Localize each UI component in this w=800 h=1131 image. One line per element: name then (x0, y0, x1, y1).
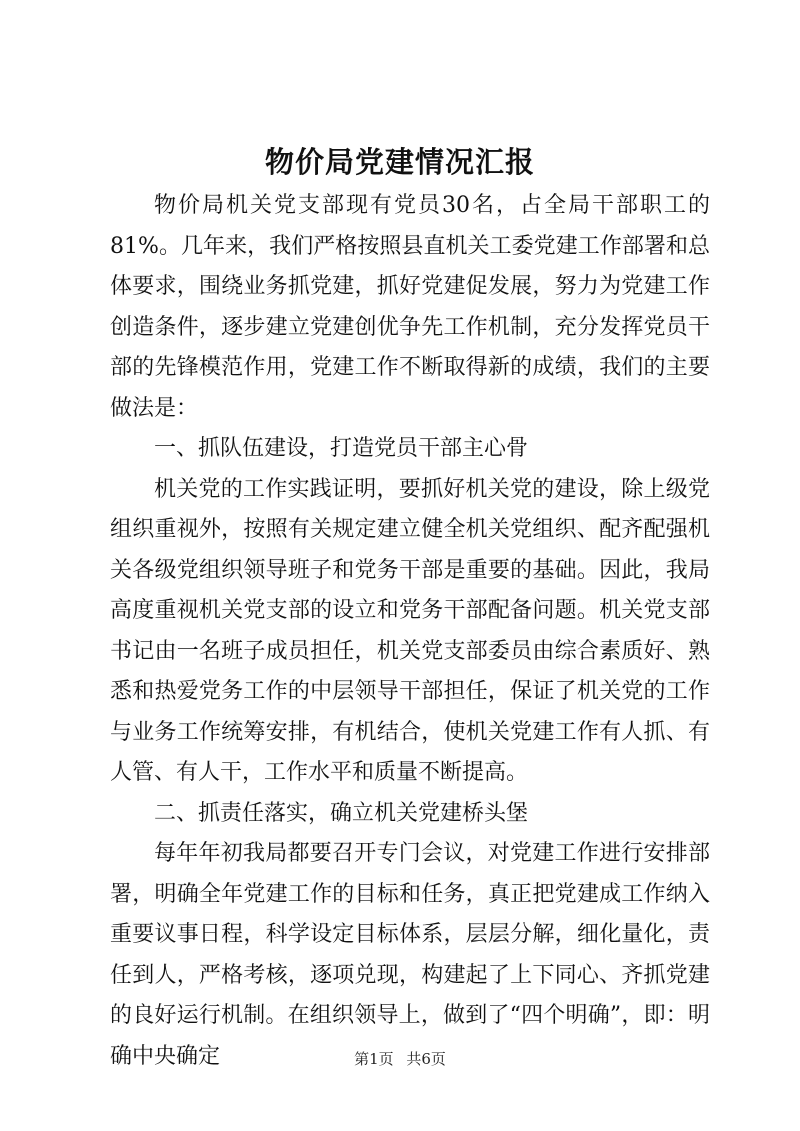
document-title: 物价局党建情况汇报 (264, 145, 535, 179)
intro-paragraph: 物价局机关党支部现有党员30名，占全局干部职工的81%。几年来，我们严格按照县直机关工委党建工作部署和总体要求，围绕业务抓党建，抓好党建促发展，努力为党建工作创造条件，逐步建立党建创优争先工作机制，充分发挥党员干部的先锋模范作用，党建工作不断取得新的成绩，我们的主要做法是： (110, 193, 710, 421)
section-1-paragraph: 机关党的工作实践证明，要抓好机关党的建设，除上级党组织重视外，按照有关规定建立健全机关党组织、配齐配强机关各级党组织领导班子和党务干部是重要的基础。因此，我局高度重视机关党支部的设立和党务干部配备问题。机关党支部书记由一名班子成员担任，机关党支部委员由综合素质好、熟悉和热爱党务工作的中层领导干部担任，保证了机关党的工作与业务工作统筹安排，有机结合，使机关党建工作有人抓、有人管、有人干，工作水平和质量不断提高。 (110, 476, 710, 785)
page-footer (0, 1049, 800, 1069)
page-total: 共6页 (406, 1050, 446, 1068)
page-number: 第1页 (354, 1050, 394, 1068)
document-body (110, 186, 710, 1077)
section-2-paragraph: 每年年初我局都要召开专门会议，对党建工作进行安排部署，明确全年党建工作的目标和任务，真正把党建成工作纳入重要议事日程，科学设定目标体系，层层分解，细化量化，责任到人，严格考核，逐项兑现，构建起了上下同心、齐抓党建的良好运行机制。在组织领导上，做到了“四个明确”，即：明确中央确定 (110, 841, 710, 1069)
section-heading-1: 一、抓队伍建设，打造党员干部主心骨 (154, 436, 529, 461)
section-heading-2: 二、抓责任落实，确立机关党建桥头堡 (154, 800, 529, 826)
